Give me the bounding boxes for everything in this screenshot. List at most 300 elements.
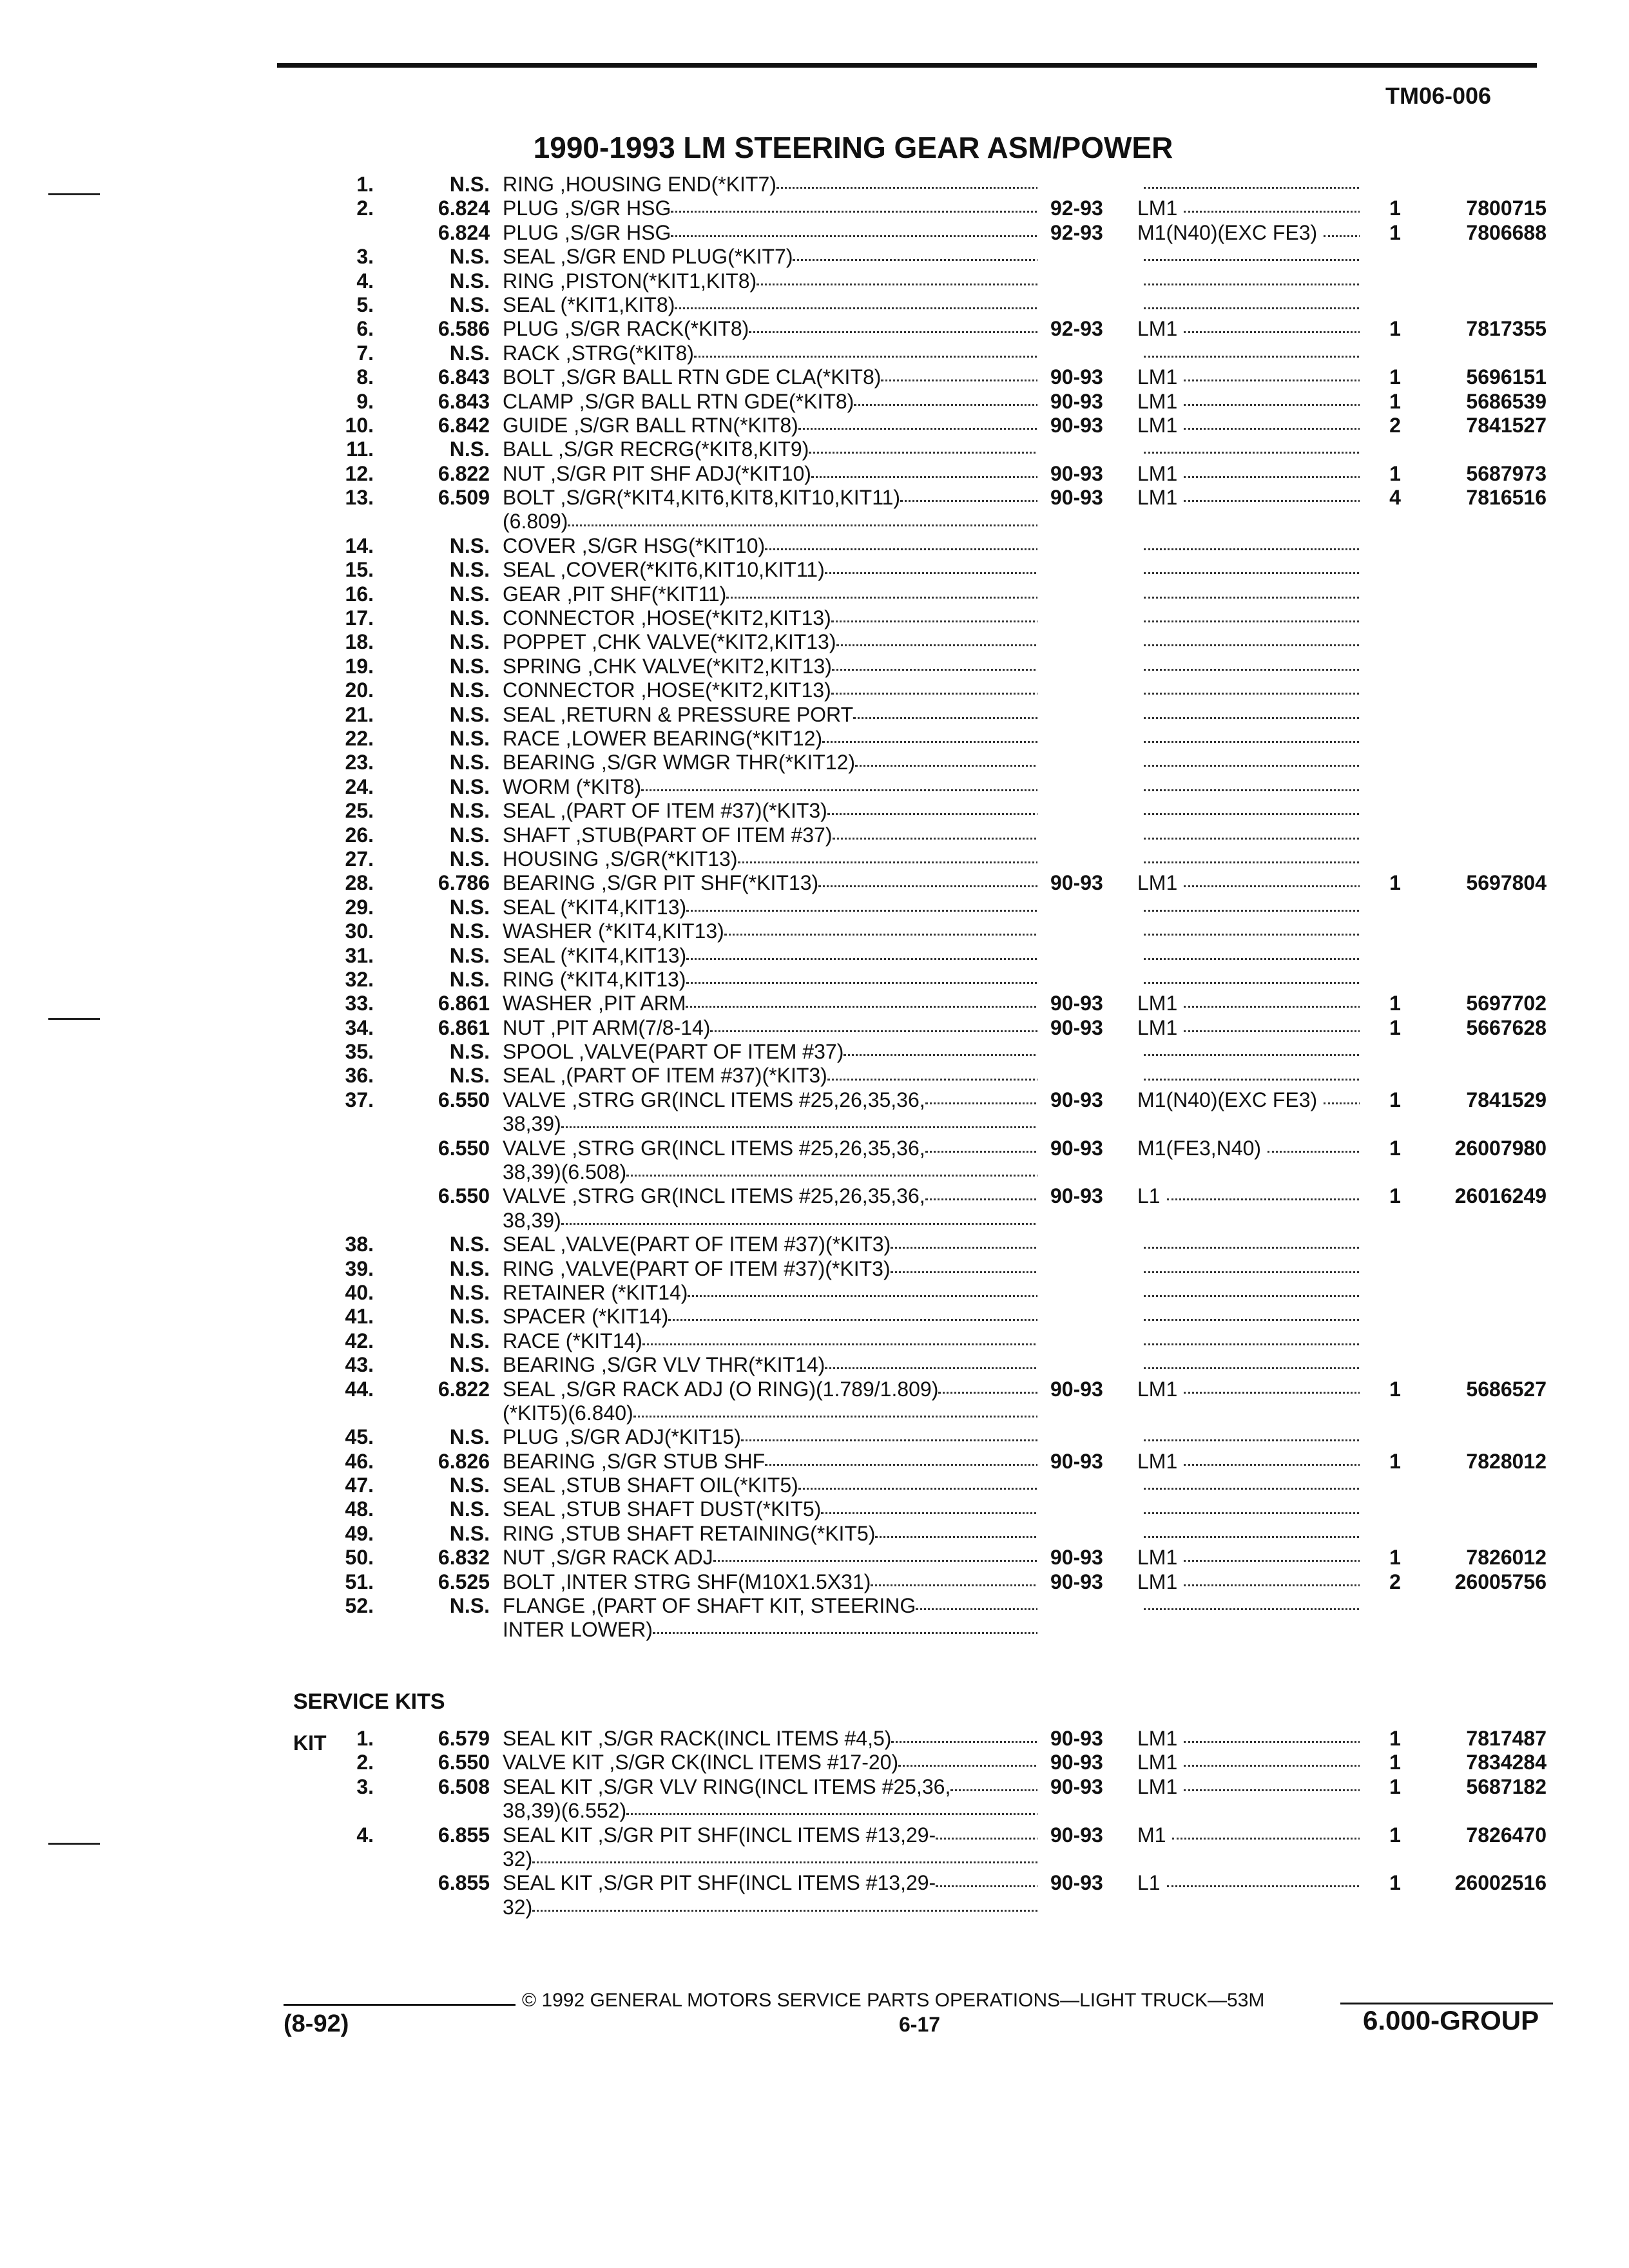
table-row [0,968,1629,992]
part-number: 26007980 [1454,1136,1547,1160]
table-row [0,1064,1629,1088]
item-number: 47. [345,1474,374,1497]
dot-leader [626,1171,1037,1177]
model-code: L1 [1137,1871,1360,1895]
part-description: SEAL KIT ,S/GR RACK(INCL ITEMS #4,5) [503,1727,1037,1751]
dot-leader [821,1508,1037,1514]
quantity: 1 [1389,1774,1401,1798]
group-number: N.S. [449,1425,490,1449]
dot-leader [1184,472,1360,478]
part-description: 38,39)(6.508) [503,1160,1037,1184]
group-number: N.S. [449,1521,490,1545]
table-row [0,727,1629,751]
dot-leader [832,665,1037,671]
table-row [0,775,1629,799]
model-code: LM1 [1137,992,1360,1015]
table-row [0,1896,1629,1919]
dot-leader [1144,1267,1360,1273]
model-years: 90-93 [1050,871,1103,895]
group-number: N.S. [449,293,490,316]
item-number: 45. [345,1425,374,1449]
model-code: LM1 [1137,1546,1360,1570]
group-number: 6.822 [438,461,490,485]
dot-leader [1167,1195,1360,1200]
dot-leader [853,713,1037,719]
part-description: 32) [503,1847,1037,1871]
model-years: 90-93 [1050,992,1103,1015]
model-code [1137,630,1360,654]
dot-leader [1144,834,1360,840]
item-number: 19. [345,654,374,678]
table-row [0,606,1629,630]
dot-leader [532,1906,1037,1912]
item-number: 29. [345,895,374,919]
quantity: 1 [1389,1449,1401,1473]
dot-leader [1144,640,1360,646]
part-description: 32) [503,1896,1037,1919]
item-number: 11. [346,437,374,461]
model-code: LM1 [1137,1378,1360,1401]
model-code: M1(N40)(EXC FE3) [1137,1088,1360,1112]
group-number: N.S. [449,1305,490,1329]
part-description: BOLT ,INTER STRG SHF(M10X1.5X31) [503,1570,1037,1594]
part-description: VALVE KIT ,S/GR CK(INCL ITEMS #17-20) [503,1751,1037,1774]
table-row [0,462,1629,486]
quantity: 1 [1389,1136,1401,1160]
part-description: SEAL ,S/GR END PLUG(*KIT7) [503,245,1037,269]
part-description: (*KIT5)(6.840) [503,1401,1037,1425]
group-number: N.S. [449,341,490,365]
group-number: 6.586 [438,317,490,341]
dot-leader [1184,1556,1360,1562]
model-code [1137,944,1360,968]
item-number: 32. [345,967,374,991]
group-number: N.S. [449,774,490,798]
item-number: 9. [356,389,374,413]
dot-leader [671,231,1037,237]
part-description: BEARING ,S/GR WMGR THR(*KIT12) [503,751,1037,774]
quantity: 1 [1389,1184,1401,1208]
table-row [0,1353,1629,1377]
item-number: 17. [345,606,374,630]
group-number: 6.822 [438,1377,490,1401]
model-code [1137,1064,1360,1088]
group-number: 6.842 [438,413,490,437]
table-row [0,390,1629,414]
dot-leader [1144,1050,1360,1056]
part-description: RING ,PISTON(*KIT1,KIT8) [503,269,1037,293]
model-code: M1 [1137,1823,1360,1847]
footer-rule-left [284,2004,516,2006]
group-number: 6.525 [438,1570,490,1593]
model-code [1137,799,1360,823]
part-description: SEAL ,S/GR RACK ADJ (O RING)(1.789/1.809) [503,1378,1037,1401]
item-number: 3. [356,1774,374,1798]
dot-leader [1144,858,1360,863]
part-description: WASHER (*KIT4,KIT13) [503,919,1037,943]
dot-leader [825,1363,1037,1369]
dot-leader [686,978,1038,984]
model-code [1137,703,1360,727]
part-description: CONNECTOR ,HOSE(*KIT2,KIT13) [503,678,1037,702]
model-years: 92-93 [1050,220,1103,244]
table-row [0,558,1629,582]
item-number: 4. [356,1823,374,1847]
dot-leader [898,1761,1037,1767]
dot-leader [1144,761,1360,767]
group-number: N.S. [449,847,490,870]
dot-leader [741,1436,1037,1441]
part-description: RING ,HOUSING END(*KIT7) [503,173,1037,197]
part-description: RACE (*KIT14) [503,1329,1037,1353]
table-row [0,1751,1629,1774]
quantity: 1 [1389,317,1401,341]
dot-leader [1144,1604,1360,1610]
model-years: 90-93 [1050,1184,1103,1208]
group-number: N.S. [449,606,490,630]
part-description: SEAL ,COVER(*KIT6,KIT10,KIT11) [503,558,1037,582]
part-description: VALVE ,STRG GR(INCL ITEMS #25,26,35,36, [503,1184,1037,1208]
part-description: VALVE ,STRG GR(INCL ITEMS #25,26,35,36, [503,1137,1037,1160]
dot-leader [833,834,1038,840]
part-description: FLANGE ,(PART OF SHAFT KIT, STEERING [503,1594,1037,1618]
dot-leader [1184,424,1360,430]
part-description: SPACER (*KIT14) [503,1305,1037,1329]
table-row [0,871,1629,895]
item-number: 7. [356,341,374,365]
dot-leader [1184,1388,1360,1394]
item-number: 33. [345,992,374,1015]
part-number: 7817487 [1466,1727,1547,1750]
table-row [0,944,1629,968]
table-row [0,414,1629,437]
model-code: LM1 [1137,317,1360,341]
table-row [0,703,1629,727]
table-row [0,1160,1629,1184]
model-years: 92-93 [1050,197,1103,220]
dot-leader [1144,1508,1360,1514]
dot-leader [938,1388,1037,1394]
part-description: RETAINER (*KIT14) [503,1281,1037,1305]
item-number: 39. [345,1256,374,1280]
part-description: 38,39) [503,1209,1037,1233]
model-code [1137,823,1360,847]
table-row [0,317,1629,341]
model-code [1137,727,1360,751]
part-description: 38,39) [503,1112,1037,1136]
quantity: 2 [1389,1570,1401,1593]
table-row [0,1775,1629,1799]
model-code [1137,534,1360,558]
model-code: LM1 [1137,486,1360,510]
dot-leader [1172,1834,1360,1840]
part-description: BALL ,S/GR RECRG(*KIT8,KIT9) [503,437,1037,461]
dot-leader [1144,1340,1360,1345]
model-code [1137,775,1360,799]
dot-leader [798,424,1037,430]
quantity: 1 [1389,1871,1401,1895]
dot-leader [1144,978,1360,984]
dot-leader [1184,1737,1360,1743]
group-number: N.S. [449,269,490,293]
dot-leader [626,1809,1037,1815]
dot-leader [1144,1243,1360,1249]
dot-leader [1144,448,1360,454]
quantity: 1 [1389,1377,1401,1401]
model-code: M1(N40)(EXC FE3) [1137,221,1360,245]
model-code: LM1 [1137,1016,1360,1040]
part-description: SEAL KIT ,S/GR PIT SHF(INCL ITEMS #13,29- [503,1823,1037,1847]
model-code [1137,896,1360,919]
part-description: SPRING ,CHK VALVE(*KIT2,KIT13) [503,655,1037,678]
dot-leader [1184,1002,1360,1008]
dot-leader [1144,930,1360,936]
dot-leader [950,1785,1037,1791]
part-description: BOLT ,S/GR BALL RTN GDE CLA(*KIT8) [503,365,1037,389]
group-number: N.S. [449,678,490,702]
dot-leader [1144,737,1360,743]
item-number: 18. [345,630,374,654]
dot-leader [738,858,1038,863]
dot-leader [1268,1147,1360,1153]
dot-leader [641,785,1037,791]
quantity: 2 [1389,413,1401,437]
dot-leader [831,689,1037,695]
dot-leader [925,1099,1037,1104]
table-row [0,1305,1629,1329]
table-row [0,1184,1629,1208]
part-description: PLUG ,S/GR HSG [503,221,1037,245]
part-number: 5667628 [1466,1015,1547,1039]
model-years: 90-93 [1050,1871,1103,1895]
dot-leader [900,496,1037,502]
dot-leader [809,448,1037,454]
group-number: 6.550 [438,1184,490,1208]
dot-leader [1144,568,1360,574]
table-row [0,197,1629,220]
dot-leader [827,1075,1037,1081]
dot-leader [686,954,1037,960]
model-code: LM1 [1137,1751,1360,1774]
item-number: 42. [345,1329,374,1352]
group-number: N.S. [449,702,490,726]
dot-leader [1144,809,1360,815]
part-number: 5687182 [1466,1774,1547,1798]
item-number: 22. [345,726,374,750]
table-row [0,1847,1629,1871]
model-years: 90-93 [1050,365,1103,389]
table-row [0,1546,1629,1570]
model-years: 90-93 [1050,1546,1103,1570]
dot-leader [875,1532,1037,1538]
dot-leader [798,1484,1037,1490]
model-years: 90-93 [1050,1570,1103,1593]
dot-leader [668,1315,1037,1321]
dot-leader [765,544,1037,550]
item-number: 26. [345,823,374,847]
table-row [0,269,1629,293]
model-code: LM1 [1137,871,1360,895]
model-code [1137,558,1360,582]
item-number: 43. [345,1353,374,1377]
group-number: N.S. [449,582,490,606]
group-number: N.S. [449,1353,490,1377]
part-number: 5687973 [1466,461,1547,485]
item-number: 3. [356,245,374,269]
model-code [1137,1474,1360,1497]
table-row [0,293,1629,317]
part-description: SEAL (*KIT4,KIT13) [503,944,1037,968]
group-number: N.S. [449,1329,490,1352]
item-number: 2. [356,1751,374,1774]
dot-leader [776,183,1037,189]
group-number: 6.843 [438,389,490,413]
dot-leader [925,1195,1037,1200]
kit-label: KIT [293,1731,327,1754]
dot-leader [871,1581,1037,1586]
model-code: L1 [1137,1184,1360,1208]
group-number: 6.786 [438,871,490,895]
part-description: PLUG ,S/GR HSG [503,197,1037,220]
model-code [1137,293,1360,317]
model-years: 90-93 [1050,1449,1103,1473]
dot-leader [831,617,1037,622]
model-years: 90-93 [1050,1823,1103,1847]
quantity: 1 [1389,220,1401,244]
group-number: N.S. [449,1474,490,1497]
table-row [0,992,1629,1015]
model-code [1137,847,1360,871]
dot-leader [1184,1785,1360,1791]
footer-date: (8-92) [284,2010,349,2037]
item-number: 48. [345,1497,374,1521]
table-row [0,245,1629,269]
table-row [0,823,1629,847]
table-row [0,1016,1629,1040]
table-row [0,1570,1629,1594]
model-years: 92-93 [1050,317,1103,341]
model-code: LM1 [1137,1775,1360,1799]
dot-leader [1184,327,1360,333]
item-number: 14. [345,533,374,557]
item-number: 50. [345,1546,374,1570]
table-row [0,1137,1629,1160]
dot-leader [1144,303,1360,309]
part-description: BEARING ,S/GR STUB SHF [503,1450,1037,1474]
dot-leader [1144,906,1360,912]
table-row [0,1088,1629,1112]
table-row [0,1799,1629,1823]
table-row [0,1450,1629,1474]
dot-leader [1184,1761,1360,1767]
part-description: 38,39)(6.552) [503,1799,1037,1823]
item-number: 23. [345,751,374,774]
document-id: TM06-006 [1385,82,1492,109]
footer-copyright: © 1992 GENERAL MOTORS SERVICE PARTS OPERATIONS—LIGHT TRUCK—53M [522,1990,1265,2011]
group-number: 6.550 [438,1751,490,1774]
quantity: 1 [1389,1088,1401,1111]
part-description: (6.809) [503,510,1037,533]
group-number: N.S. [449,799,490,823]
quantity: 1 [1389,992,1401,1015]
item-number: 25. [345,799,374,823]
dot-leader [713,1556,1037,1562]
dot-leader [1184,1026,1360,1032]
group-label: 6.000-GROUP [1363,2005,1539,2035]
table-row [0,1257,1629,1281]
footer-rule-right [1340,2003,1553,2004]
model-code: LM1 [1137,365,1360,389]
table-row [0,678,1629,702]
part-number: 5697702 [1466,992,1547,1015]
dot-leader [568,521,1037,526]
dot-leader [822,737,1037,743]
dot-leader [1144,713,1360,719]
dot-leader [1144,617,1360,622]
dot-leader [925,1147,1037,1153]
item-number: 35. [345,1040,374,1064]
item-number: 15. [345,558,374,582]
table-row [0,1871,1629,1895]
group-number: 6.855 [438,1823,490,1847]
group-number: 6.861 [438,992,490,1015]
table-row [0,486,1629,510]
dot-leader [1184,376,1360,381]
part-description: NUT ,S/GR PIT SHF ADJ(*KIT10) [503,462,1037,486]
model-code: LM1 [1137,390,1360,414]
dot-leader [854,400,1037,406]
item-number: 2. [356,197,374,220]
table-row [0,1522,1629,1546]
item-number: 34. [345,1015,374,1039]
dot-leader [710,1026,1037,1032]
part-number: 7828012 [1466,1449,1547,1473]
item-number: 49. [345,1521,374,1545]
item-number: 30. [345,919,374,943]
table-row [0,534,1629,558]
page-number: 6-17 [899,2013,941,2036]
dot-leader [843,1050,1037,1056]
dot-leader [891,1243,1037,1249]
part-number: 7816516 [1466,486,1547,510]
table-row [0,1823,1629,1847]
item-number: 36. [345,1064,374,1088]
part-number: 26016249 [1454,1184,1547,1208]
part-description: PLUG ,S/GR ADJ(*KIT15) [503,1425,1037,1449]
dot-leader [633,1412,1037,1418]
part-number: 7800715 [1466,197,1547,220]
dot-leader [694,352,1037,358]
part-number: 5686539 [1466,389,1547,413]
model-years: 90-93 [1050,461,1103,485]
part-description: SEAL ,RETURN & PRESSURE PORT [503,703,1037,727]
dot-leader [1144,1075,1360,1081]
table-row [0,1040,1629,1064]
dot-leader [916,1604,1037,1610]
item-number: 52. [345,1594,374,1618]
part-number: 7841529 [1466,1088,1547,1111]
dot-leader [793,255,1037,261]
part-description: PLUG ,S/GR RACK(*KIT8) [503,317,1037,341]
part-number: 7826012 [1466,1546,1547,1570]
part-description: SEAL KIT ,S/GR VLV RING(INCL ITEMS #25,36, [503,1775,1037,1799]
dot-leader [1144,280,1360,285]
part-description: NUT ,S/GR RACK ADJ [503,1546,1037,1570]
table-row [0,341,1629,365]
table-row [0,896,1629,919]
model-code [1137,1305,1360,1329]
part-number: 5686527 [1466,1377,1547,1401]
